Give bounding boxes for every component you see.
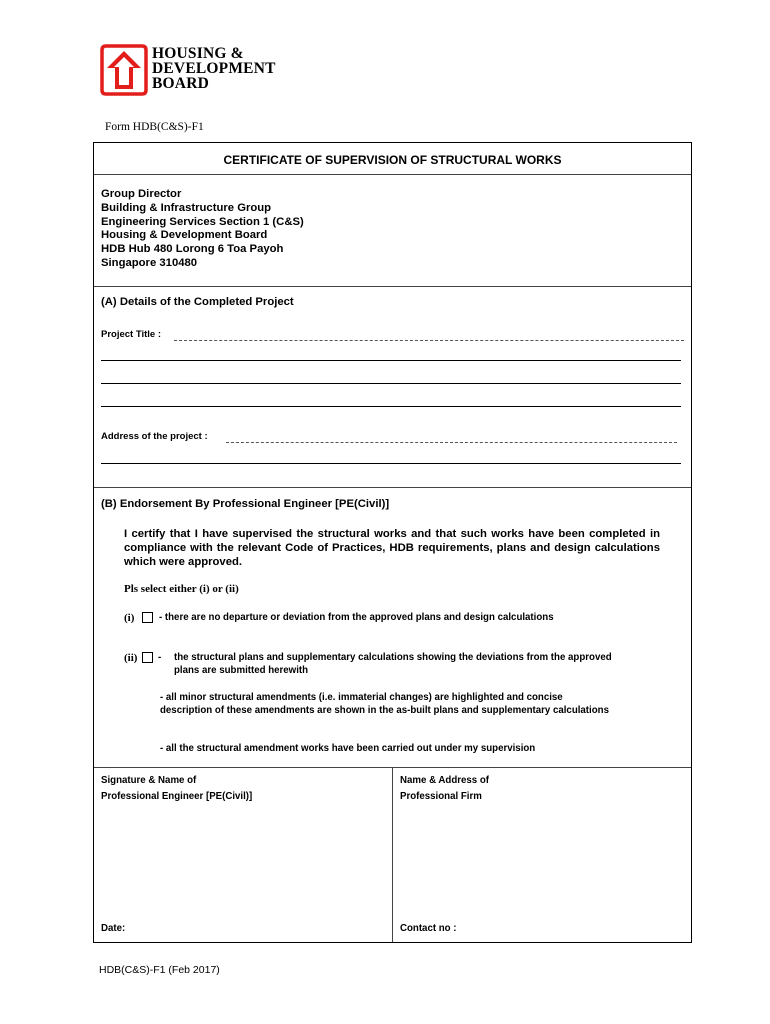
hdb-house-logo-icon bbox=[100, 44, 148, 96]
contact-label: Contact no : bbox=[400, 923, 457, 934]
pe-signature-label bbox=[101, 773, 252, 805]
hdb-logo bbox=[100, 44, 310, 98]
addressee-block bbox=[101, 188, 304, 271]
form-footer: HDB(C&S)-F1 (Feb 2017) bbox=[99, 964, 220, 976]
option-ii-text: the structural plans and supplementary calculations showing the deviations from the approved plans are submitted herewith bbox=[174, 652, 612, 676]
firm-label-line: Name & Address of bbox=[400, 775, 490, 786]
divider bbox=[94, 487, 691, 488]
option-i-checkbox[interactable] bbox=[142, 612, 153, 623]
addressee-line: Housing & Development Board bbox=[101, 229, 268, 242]
project-address-line[interactable] bbox=[101, 463, 681, 464]
addressee-line: Engineering Services Section 1 (C&S) bbox=[101, 215, 304, 228]
logo-line-2: DEVELOPMENT bbox=[152, 60, 276, 77]
addressee-line: Building & Infrastructure Group bbox=[101, 201, 272, 214]
form-title: CERTIFICATE OF SUPERVISION OF STRUCTURAL WORKS bbox=[223, 153, 562, 167]
firm-label bbox=[400, 773, 489, 805]
option-ii-bullet: - all the structural amendment works have been carried out under my supervision bbox=[160, 743, 536, 754]
project-title-line[interactable] bbox=[101, 383, 681, 384]
certificate-form bbox=[93, 142, 692, 943]
column-divider bbox=[392, 767, 393, 942]
addressee-line: HDB Hub 480 Lorong 6 Toa Payoh bbox=[101, 243, 284, 256]
addressee-line: Singapore 310480 bbox=[101, 256, 198, 269]
project-address-line[interactable] bbox=[226, 442, 677, 443]
divider bbox=[94, 174, 691, 175]
firm-label-line: Professional Firm bbox=[400, 791, 482, 802]
logo-line-3: BOARD bbox=[152, 75, 209, 92]
project-address-label: Address of the project : bbox=[101, 431, 208, 442]
option-ii-bullet: - all minor structural amendments (i.e. immaterial changes) are highlighted and concise description of these amendments are shown in the as-built plans and supplementary calculations bbox=[160, 692, 609, 716]
divider bbox=[94, 286, 691, 287]
logo-line-1: HOUSING & bbox=[152, 45, 244, 62]
option-i-text: - there are no departure or deviation from the approved plans and design calculations bbox=[159, 612, 554, 623]
signature-label-line: Professional Engineer [PE(Civil)] bbox=[101, 791, 253, 802]
project-title-label: Project Title : bbox=[101, 329, 162, 340]
signature-label-line: Signature & Name of bbox=[101, 775, 197, 786]
section-a-heading: (A) Details of the Completed Project bbox=[101, 296, 294, 308]
date-label: Date: bbox=[101, 923, 126, 934]
dash-glyph: - bbox=[158, 652, 162, 663]
select-instruction: Pls select either (i) or (ii) bbox=[124, 583, 239, 595]
project-title-line[interactable] bbox=[101, 360, 681, 361]
section-b-heading: (B) Endorsement By Professional Engineer [PE(Civil)] bbox=[101, 498, 390, 510]
option-ii-checkbox[interactable] bbox=[142, 652, 153, 663]
option-i-label: (i) bbox=[124, 612, 135, 624]
form-number: Form HDB(C&S)-F1 bbox=[105, 121, 204, 133]
option-ii-label: (ii) bbox=[124, 652, 138, 664]
project-title-line[interactable] bbox=[101, 406, 681, 407]
addressee-line: Group Director bbox=[101, 188, 182, 200]
certification-statement: I certify that I have supervised the structural works and that such works have been completed in compliance with the relevant Code of Practices, HDB requirements, plans and design calculations which were approved. bbox=[124, 528, 660, 569]
project-title-line[interactable] bbox=[174, 340, 684, 341]
